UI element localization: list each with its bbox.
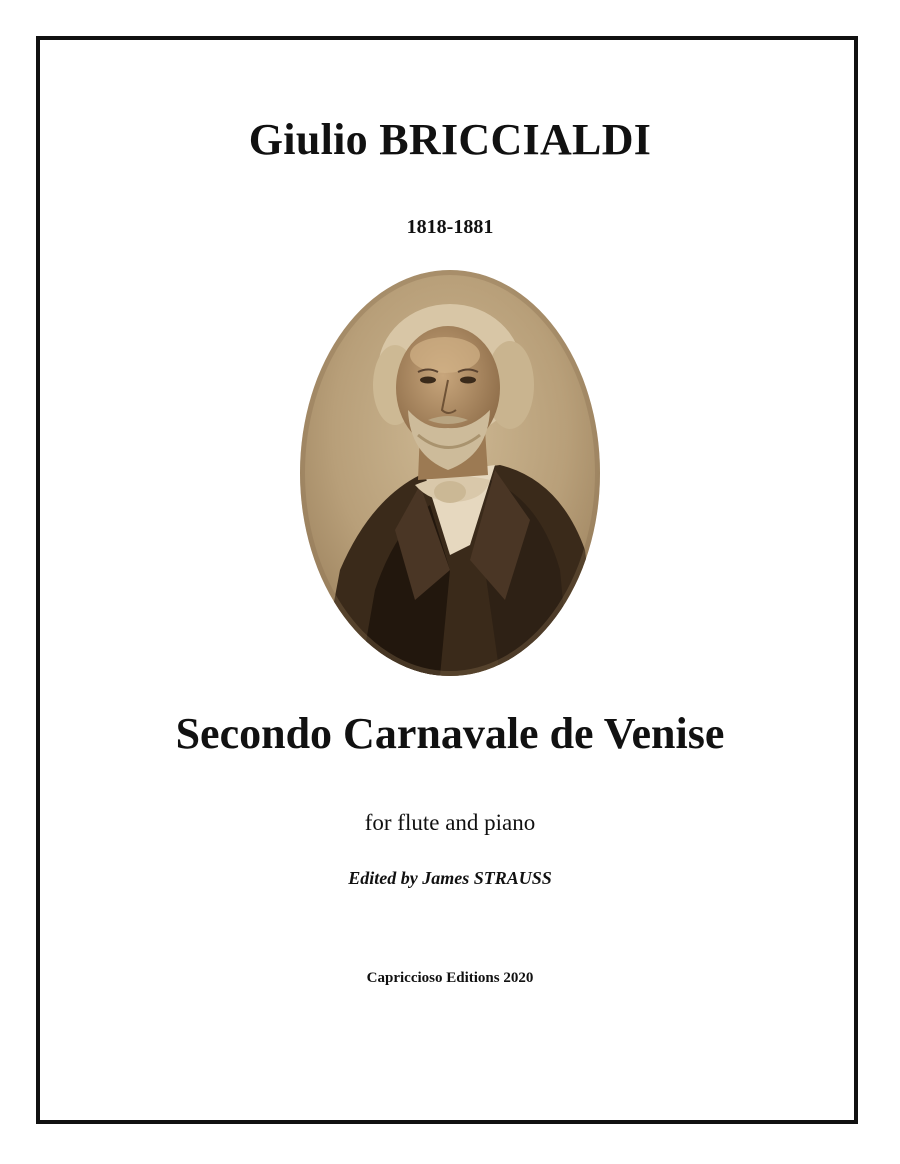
composer-dates: 1818-1881 — [406, 216, 494, 238]
instrumentation: for flute and piano — [364, 810, 536, 835]
work-title: Secondo Carnavale de Venise — [175, 709, 725, 758]
publisher-credit: Capriccioso Editions 2020 — [366, 970, 534, 986]
editor-credit: Edited by James STRAUSS — [348, 868, 552, 888]
portrait-oval — [300, 270, 600, 676]
composer-portrait-image — [300, 270, 600, 676]
composer-name: Giulio BRICCIALDI — [248, 115, 652, 164]
